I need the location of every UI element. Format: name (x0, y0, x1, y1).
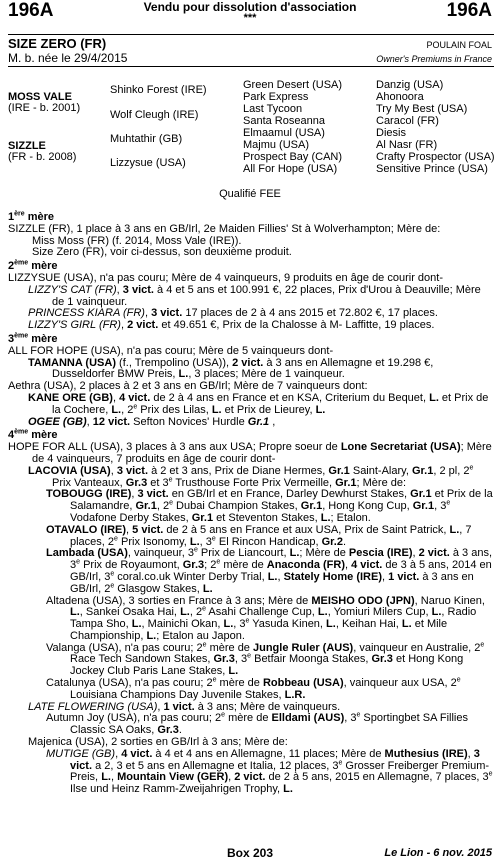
catalogue-paragraph: Size Zero (FR), voir ci-dessus, son deuxième produit. (32, 246, 292, 259)
catalogue-paragraph: KANE ORE (GB), 4 vict. de 2 à 4 ans en France et en KSA, Criterium du Bequet, L. et Prix de la Cochere, L., 2e Prix des Lilas, L. et Prix de Lieurey, L. (28, 391, 489, 416)
pedigree-gen4-7: Crafty Prospector (USA) (376, 151, 495, 163)
box-number: Box 203 (226, 846, 274, 860)
catalogue-paragraph: Autumn Joy (USA), n'a pas couru; 2e mère de Elldami (AUS), 3e Sportingbet SA Fillies Classic SA Oaks, Gr.3. (46, 711, 468, 737)
owners-premium-note: Owner's Premiums in France (376, 54, 492, 64)
pedigree-gen3-3: Last Tycoon (243, 103, 303, 115)
catalogue-paragraph: MUTIGE (GB), 4 vict. à 4 et 4 ans en Allemagne, 11 places; Mère de Muthesius (IRE), 3 vict. a 2, 3 et 5 ans en Allemagne et Italia, 12 places, 3e Grosser Freiberger Premium-Preis, L., Mountain View (GER), 2 vict. de 2 à 5 ans, 2015 en Allemagne, 7 places, 3e Ilse und Heinz Ramm-Zweijahrigen Trophy, L. (46, 747, 493, 796)
sale-condition-stars: *** (243, 12, 257, 24)
sale-condition: Vendu pour dissolution d'association (143, 0, 357, 14)
catalogue-paragraph: Valanga (USA), n'a pas couru; 2e mère de Jungle Ruler (AUS), vainqueur en Australie, 2e Race Tech Sandown Stakes, Gr.3, 3e Betfair Moonga Stakes, Gr.3 et Hong Kong Jockey Club Paris Lane Stakes, L. (46, 641, 485, 678)
catalogue-paragraph: LATE FLOWERING (USA), 1 vict. à 3 ans; Mère de vainqueurs. (28, 700, 341, 713)
pedigree-gen4-5: Diesis (376, 127, 406, 139)
sire-info: (IRE - b. 2001) (8, 102, 81, 114)
pedigree-gen4-4: Caracol (FR) (376, 115, 439, 127)
catalogue-paragraph: Altadena (USA), 3 sorties en France à 3 ans; Mère de MEISHO ODO (JPN), Naruo Kinen, L., Sankei Osaka Hai, L., 2e Asahi Challenge Cup, L., Yomiuri Milers Cup, L., Radio Tampa Sho, L., Mainichi Okan, L., 3e Yasuda Kinen, L., Keihan Hai, L. et Mile Championship, L.; Etalon au Japon. (46, 594, 485, 642)
catalogue-paragraph: OTAVALO (IRE), 5 vict. de 2 à 5 ans en France et aux USA, Prix de Saint Patrick, L., 7 places, 2e Prix Isonomy, L., 3e El Rincon Handicap, Gr.2. (46, 523, 472, 548)
pedigree-gen3-1: Green Desert (USA) (243, 79, 343, 91)
catalogue-paragraph: Majenica (USA), 2 sorties en GB/Irl à 3 ans; Mère de: (28, 736, 288, 749)
section-heading: 1ère mère (8, 210, 54, 223)
foal-label: POULAIN FOAL (426, 40, 492, 50)
section-heading: 3ème mère (8, 332, 58, 345)
pedigree-gen3-4: Santa Roseanna (243, 115, 325, 127)
pedigree-gen4-3: Try My Best (USA) (376, 103, 468, 115)
pedigree-gen3-2: Park Express (243, 91, 309, 103)
top-rule (8, 34, 494, 35)
catalogue-paragraph: Lambada (USA), vainqueur, 3e Prix de Liancourt, L.; Mère de Pescia (IRE), 2 vict. à 3 ans, 3e Prix de Royaumont, Gr.3; 2e mère de Anaconda (FR), 4 vict. de 3 à 5 ans, 2014 en GB/Irl, 3e coral.co.uk Winter Derby Trial, L., Stately Home (IRE), 1 vict. à 3 ans en GB/Irl, 2e Glasgow Stakes, L. (46, 546, 493, 595)
catalogue-paragraph: LIZZY'S GIRL (FR), 2 vict. et 49.651 €, Prix de la Chalosse à M- Laffitte, 19 places. (28, 319, 435, 332)
catalogue-paragraph: Aethra (USA), 2 places à 2 et 3 ans en GB/Irl; Mère de 7 vainqueurs dont: (8, 380, 368, 393)
catalogue-footer (0, 846, 500, 866)
pedigree-gen2-2: Wolf Cleugh (IRE) (110, 109, 199, 121)
pedigree-gen3-7: Prospect Bay (CAN) (243, 151, 343, 163)
catalogue-paragraph: TOBOUGG (IRE), 3 vict. en GB/Irl et en France, Darley Dewhurst Stakes, Gr.1 et Prix de la Salamandre, Gr.1, 2e Dubai Champion Stakes, Gr.1, Hong Kong Cup, Gr.1, 3e Vodafone Derby Stakes, Gr.1 et Steventon Stakes, L.; Etalon. (46, 488, 493, 524)
pedigree-gen2-1: Shinko Forest (IRE) (110, 84, 207, 96)
catalogue-paragraph: LIZZY'S CAT (FR), 3 vict. à 4 et 5 ans et 100.991 €, 22 places, Prix d'Urou à Deauville; Mère de 1 vainqueur. (28, 283, 481, 308)
catalogue-paragraph: Catalunya (USA), n'a pas couru; 2e mère de Robbeau (USA), vainqueur aux USA, 2e Louisiana Champions Day Juvenile Stakes, L.R. (46, 676, 461, 701)
pedigree-gen4-6: Al Nasr (FR) (376, 139, 438, 151)
catalogue-header (0, 0, 500, 36)
catalogue-paragraph: LACOVIA (USA), 3 vict. à 2 et 3 ans, Prix de Diane Hermes, Gr.1 Saint-Alary, Gr.1, 2 pl, 2e Prix Vanteaux, Gr.3 et 3e Trusthouse Forte Prix Vermeille, Gr.1; Mère de: (28, 464, 474, 489)
dam-info: (FR - b. 2008) (8, 151, 77, 163)
section-heading: 2ème mère (8, 259, 58, 273)
pedigree-gen2-4: Lizzysue (USA) (110, 157, 186, 169)
sire-name: MOSS VALE (8, 91, 72, 103)
catalogue-body (8, 210, 494, 796)
lot-number-right: 196A (446, 0, 492, 21)
lot-number-left: 196A (8, 0, 54, 21)
catalogue-paragraph: HOPE FOR ALL (USA), 3 places à 3 ans aux USA; Propre soeur de Lone Secretariat (USA); Mère de 4 vainqueurs, 7 produits en âge de courir dont- (8, 441, 492, 465)
pedigree-gen3-5: Elmaamul (USA) (243, 127, 325, 139)
catalogue-paragraph: OGEE (GB), 12 vict. Sefton Novices' Hurdle Gr.1 , (28, 415, 276, 428)
header-rule (8, 66, 494, 67)
catalogue-paragraph: TAMANNA (USA) (f., Trempolino (USA)), 2 vict. à 3 ans en Allemagne et 19.298 €, Dusseldorfer BMW Preis, L., 3 places; Mère de 1 vainqueur. (28, 356, 434, 381)
pedigree-gen4-8: Sensitive Prince (USA) (376, 163, 488, 175)
pedigree-gen3-8: All For Hope (USA) (243, 163, 338, 175)
pedigree-gen4-1: Danzig (USA) (376, 79, 444, 91)
horse-name: SIZE ZERO (FR) (8, 36, 107, 51)
catalogue-paragraph: Miss Moss (FR) (f. 2014, Moss Vale (IRE)). (32, 234, 242, 247)
pedigree-gen2-3: Muhtathir (GB) (110, 133, 183, 145)
catalogue-paragraph: SIZZLE (FR), 1 place à 3 ans en GB/Irl, 2e Maiden Fillies' St à Wolverhampton; Mère de: (8, 222, 441, 235)
catalogue-paragraph: LIZZYSUE (USA), n'a pas couru; Mère de 4 vainqueurs, 9 produits en âge de courir dont- (8, 271, 443, 284)
pedigree-gen3-6: Majmu (USA) (243, 139, 310, 151)
dam-name: SIZZLE (8, 140, 46, 152)
pedigree-gen4-2: Ahonoora (376, 91, 424, 103)
sale-date: Le Lion - 6 nov. 2015 (384, 847, 492, 859)
qualification: Qualifié FEE (219, 188, 281, 200)
catalogue-paragraph: PRINCESS KIARA (FR), 3 vict. 17 places de 2 à 4 ans 2015 et 72.802 €, 17 places. (28, 307, 438, 320)
catalogue-paragraph: ALL FOR HOPE (USA), n'a pas couru; Mère de 5 vainqueurs dont- (8, 344, 334, 357)
section-heading: 4ème mère (8, 428, 58, 442)
horse-description: M. b. née le 29/4/2015 (8, 51, 128, 65)
